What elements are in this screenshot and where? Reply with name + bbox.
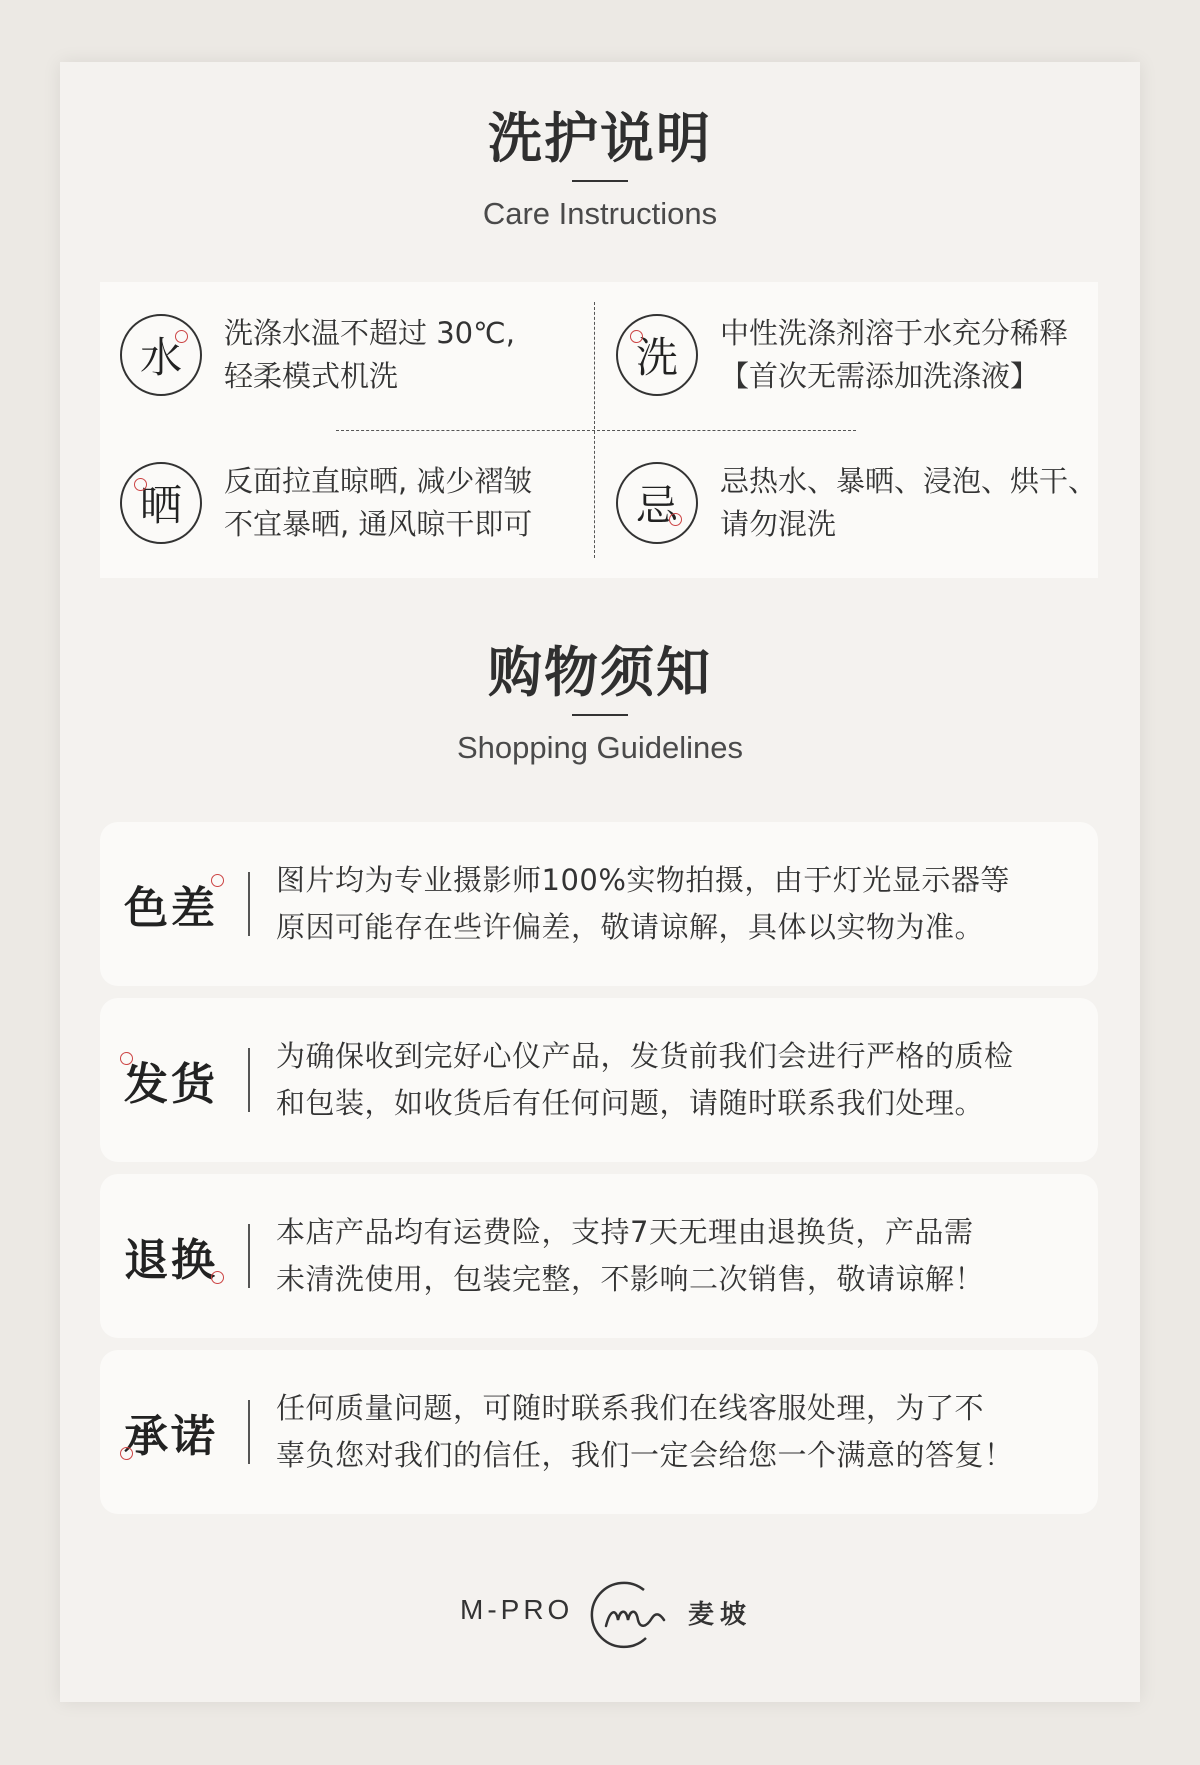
red-dot-decoration (211, 874, 224, 887)
red-dot-decoration (211, 1271, 224, 1284)
vertical-separator (248, 1224, 250, 1288)
horizontal-dashed-divider (336, 430, 856, 431)
guideline-shipping (100, 998, 1098, 1162)
care-item-text (224, 460, 532, 546)
vertical-separator (248, 872, 250, 936)
guideline-label-text: 色差 (124, 883, 218, 934)
vertical-separator (248, 1400, 250, 1464)
shopping-subtitle: Shopping Guidelines (456, 730, 744, 765)
title-divider (572, 180, 628, 182)
care-item-text (224, 312, 515, 398)
wash-icon (616, 314, 698, 396)
red-dot-decoration (134, 478, 147, 491)
guideline-text (276, 1209, 1076, 1303)
red-dot-decoration (669, 513, 682, 526)
title-divider (572, 714, 628, 716)
vertical-separator (248, 1048, 250, 1112)
guideline-line-2: 辜负您对我们的信任，我们一定会给您一个满意的答复！ (276, 1438, 1014, 1472)
care-line-2: 【首次无需添加洗涤液】 (720, 359, 1040, 393)
sun-dry-icon-glyph: 晒 (139, 481, 182, 530)
red-dot-decoration (630, 330, 643, 343)
brand-name-en: M-PRO (460, 1594, 574, 1625)
guideline-text (276, 1385, 1076, 1479)
guideline-promise (100, 1350, 1098, 1514)
guideline-line-1: 为确保收到完好心仪产品，发货前我们会进行严格的质检 (276, 1039, 1014, 1073)
guideline-line-2: 原因可能存在些许偏差，敬请谅解，具体以实物为准。 (276, 910, 985, 944)
page-card (60, 62, 1140, 1702)
care-line-2: 不宜暴晒, 通风晾干即可 (224, 507, 533, 541)
wash-icon-glyph: 洗 (635, 333, 678, 382)
red-dot-decoration (175, 330, 188, 343)
guideline-label (124, 1400, 218, 1464)
care-item-detergent (616, 312, 1068, 398)
care-line-2: 请勿混洗 (720, 507, 837, 541)
water-icon-glyph: 水 (139, 333, 182, 382)
guideline-label-text: 退换 (124, 1235, 218, 1286)
red-dot-decoration (120, 1447, 133, 1460)
brand-footer (60, 1572, 1140, 1652)
guideline-label (124, 1048, 218, 1112)
guideline-label-text: 发货 (124, 1059, 218, 1110)
care-subtitle: Care Instructions (482, 196, 718, 231)
red-dot-decoration (120, 1052, 133, 1065)
guideline-label-text: 承诺 (124, 1411, 218, 1462)
guideline-color-difference (100, 822, 1098, 986)
guideline-label (124, 872, 218, 936)
water-icon (120, 314, 202, 396)
sun-dry-icon (120, 462, 202, 544)
care-header (60, 107, 1140, 232)
guideline-text (276, 857, 1076, 951)
avoid-icon-glyph: 忌 (635, 481, 678, 530)
care-instructions-panel (100, 282, 1098, 578)
guideline-line-1: 图片均为专业摄影师100%实物拍摄，由于灯光显示器等 (276, 863, 1010, 897)
guideline-returns (100, 1174, 1098, 1338)
care-item-text (720, 312, 1068, 398)
shopping-header (60, 641, 1140, 766)
care-line-1: 洗涤水温不超过 30℃, (224, 316, 515, 350)
shopping-title: 购物须知 (488, 641, 712, 704)
guideline-label (124, 1224, 218, 1288)
avoid-icon (616, 462, 698, 544)
care-line-1: 中性洗涤剂溶于水充分稀释 (720, 316, 1069, 350)
care-line-1: 反面拉直晾晒, 减少褶皱 (224, 464, 533, 498)
guideline-line-2: 和包装，如收货后有任何问题，请随时联系我们处理。 (276, 1086, 985, 1120)
care-item-text (720, 460, 1097, 546)
brand-name-cn: 麦坡 (688, 1600, 753, 1630)
guideline-line-2: 未清洗使用，包装完整，不影响二次销售，敬请谅解！ (276, 1262, 985, 1296)
care-item-water-temp (120, 312, 515, 398)
brand-logo-icon (584, 1580, 680, 1650)
guideline-line-1: 任何质量问题，可随时联系我们在线客服处理，为了不 (276, 1391, 985, 1425)
care-line-2: 轻柔模式机洗 (224, 359, 399, 393)
care-title: 洗护说明 (488, 107, 712, 170)
care-item-avoid (616, 460, 1097, 546)
guideline-line-1: 本店产品均有运费险，支持7天无理由退换货，产品需 (276, 1215, 974, 1249)
guideline-text (276, 1033, 1076, 1127)
care-line-1: 忌热水、暴晒、浸泡、烘干、 (720, 464, 1098, 498)
care-item-drying (120, 460, 532, 546)
